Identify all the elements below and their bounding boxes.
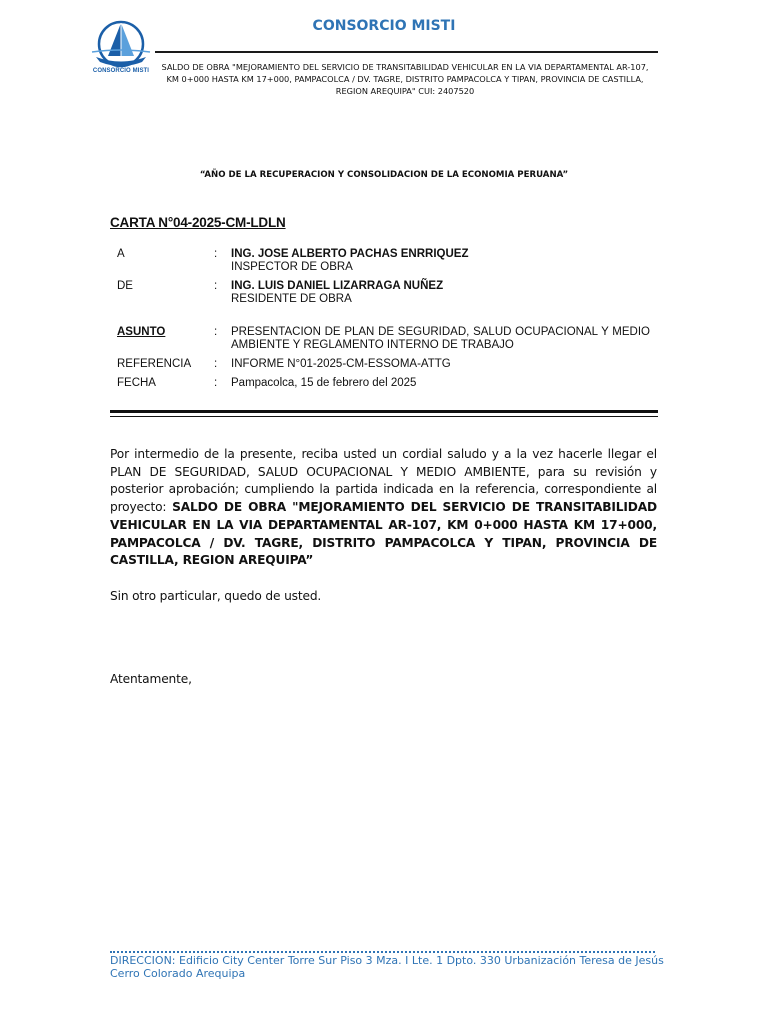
separator: :	[214, 280, 218, 292]
project-header-line: SALDO DE OBRA "MEJORAMIENTO DEL SERVICIO DE TRANSITABILIDAD VEHICULAR EN LA VIA DEPARTAMENTAL AR-107, KM 0+000 HASTA KM 17+000, PAMPACOLCA / DV. TAGRE, DISTRITO PAMPACOLCA Y TIPAN, PROVINCIA DE CASTILLA, REGION AREQUIPA" CUI: 2407520	[161, 62, 649, 97]
from-label: DE	[117, 280, 133, 292]
company-logo	[88, 20, 154, 78]
divider-thick	[110, 410, 658, 413]
date-label: FECHA	[117, 377, 156, 389]
logo-text: CONSORCIO MISTI	[92, 68, 150, 74]
subject-label: ASUNTO	[117, 326, 166, 338]
separator: :	[214, 326, 218, 338]
separator: :	[214, 358, 218, 370]
to-label: A	[117, 248, 125, 260]
from-value	[231, 280, 650, 305]
separator: :	[214, 377, 218, 389]
to-name: ING. JOSE ALBERTO PACHAS ENRRIQUEZ	[231, 248, 469, 260]
to-value	[231, 248, 650, 273]
ship-sail-logo-icon	[88, 20, 154, 68]
separator: :	[214, 248, 218, 260]
header-rule	[155, 51, 658, 53]
year-motto: “AÑO DE LA RECUPERACION Y CONSOLIDACION DE LA ECONOMIA PERUANA”	[199, 170, 569, 180]
sign-off: Atentamente,	[110, 672, 192, 686]
body-project: SALDO DE OBRA "MEJORAMIENTO DEL SERVICIO DE TRANSITABILIDAD VEHICULAR EN LA VIA DEPARTAMENTAL AR-107, KM 0+000 HASTA KM 17+000, PAMPACOLCA / DV. TAGRE, DISTRITO PAMPACOLCA Y TIPAN, PROVINCIA DE CASTILLA, REGION AREQUIPA”	[110, 500, 657, 568]
divider-thin	[110, 416, 658, 417]
from-name: ING. LUIS DANIEL LIZARRAGA NUÑEZ	[231, 280, 444, 292]
letter-title: CARTA N°04-2025-CM-LDLN	[110, 215, 286, 230]
subject-value: PRESENTACION DE PLAN DE SEGURIDAD, SALUD OCUPACIONAL Y MEDIO AMBIENTE Y REGLAMENTO INTERNO DE TRABAJO	[231, 326, 650, 351]
closing-line: Sin otro particular, quedo de usted.	[110, 589, 322, 603]
company-name: CONSORCIO MISTI	[312, 18, 456, 34]
date-value: Pampacolca, 15 de febrero del 2025	[231, 377, 417, 389]
body-intro: Por intermedio de la presente, reciba usted un cordial saludo y a la vez hacerle llegar el PLAN DE SEGURIDAD, SALUD OCUPACIONAL Y MEDIO AMBIENTE, para su revisión y posterior aprobación; cumpliendo la partida indicada en la referencia, correspondiente al proyecto:	[110, 447, 657, 515]
footer-address: DIRECCION: Edificio City Center Torre Sur Piso 3 Mza. I Lte. 1 Dpto. 330 Urbanización Teresa de Jesús Cerro Colorado Arequipa	[110, 954, 664, 980]
to-role: INSPECTOR DE OBRA	[231, 260, 353, 273]
letter-body	[110, 446, 657, 570]
from-role: RESIDENTE DE OBRA	[231, 292, 352, 305]
reference-value: INFORME N°01-2025-CM-ESSOMA-ATTG	[231, 358, 451, 370]
reference-label: REFERENCIA	[117, 358, 192, 370]
footer-dotted-rule	[110, 945, 655, 953]
